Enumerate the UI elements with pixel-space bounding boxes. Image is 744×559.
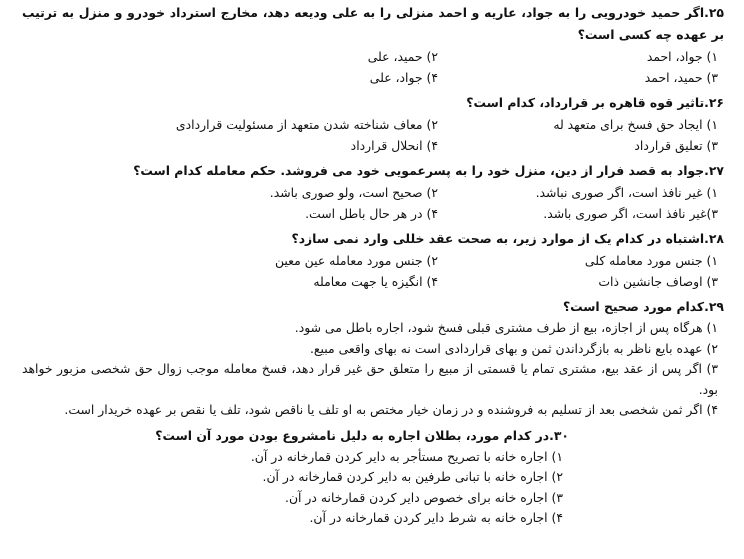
question-number: ۲۸. bbox=[704, 231, 724, 246]
question-number: ۲۵. bbox=[704, 5, 724, 20]
question-text: ۲۷.جواد به قصد فرار از دین، منزل خود را به پسرعمویی خود می فروشد. حکم معامله کدام است؟ bbox=[133, 163, 724, 178]
option-2[interactable]: ۲) حمید، علی bbox=[367, 49, 438, 64]
question-29 bbox=[22, 296, 724, 421]
option-2[interactable]: ۲) صحیح است، ولو صوری باشد. bbox=[269, 185, 438, 200]
option-1[interactable]: ۱) جواد، احمد bbox=[646, 49, 718, 64]
options-row bbox=[22, 114, 724, 135]
option-3[interactable]: ۳) اوصاف جانشین ذات bbox=[598, 274, 718, 289]
question-26 bbox=[22, 92, 724, 156]
option-1[interactable]: ۱) غیر نافذ است، اگر صوری نباشد. bbox=[535, 185, 718, 200]
option-3[interactable]: ۳) حمید، احمد bbox=[644, 70, 718, 85]
question-27 bbox=[22, 160, 724, 224]
options-row bbox=[22, 67, 724, 88]
question-text: ۳۰.در کدام مورد، بطلان اجاره به دلیل نامشروع بودن مورد آن است؟ bbox=[155, 427, 569, 443]
option-4[interactable]: ۴) در هر حال باطل است. bbox=[305, 206, 438, 221]
question-text: ۲۹.کدام مورد صحیح است؟ bbox=[562, 299, 724, 314]
options-row bbox=[22, 46, 724, 67]
option-1[interactable]: ۱) هرگاه پس از اجازه، بیع از طرف مشتری قبلی فسخ شود، اجاره باطل می شود. bbox=[294, 320, 718, 335]
option-3[interactable]: ۳) اجاره خانه برای خصوص دایر کردن قمارخانه در آن. bbox=[285, 489, 563, 505]
option-2[interactable]: ۲) اجاره خانه با تبانی طرفین به دایر کردن قمارخانه در آن. bbox=[262, 469, 563, 484]
option-3[interactable]: ۳)غیر نافذ است، اگر صوری باشد. bbox=[543, 206, 718, 221]
option-4[interactable]: ۴) انحلال قرارداد bbox=[350, 138, 438, 153]
option-2[interactable]: ۲) معاف شناخته شدن متعهد از مسئولیت قراردادی bbox=[175, 117, 438, 132]
question-28 bbox=[22, 228, 724, 292]
question-number: ۲۷. bbox=[704, 163, 724, 178]
option-1[interactable]: ۱) جنس مورد معامله کلی bbox=[584, 253, 718, 268]
option-4[interactable]: ۴) انگیزه یا جهت معامله bbox=[313, 274, 438, 289]
options-row bbox=[22, 271, 724, 292]
question-number: ۲۹. bbox=[704, 299, 724, 314]
option-1[interactable]: ۱) ایجاد حق فسخ برای متعهد له bbox=[553, 117, 718, 132]
question-text: ۲۶.تاثیر قوه قاهره بر قرارداد، کدام است؟ bbox=[466, 95, 724, 110]
question-number: ۲۶. bbox=[704, 95, 724, 110]
option-4[interactable]: ۴) اگر ثمن شخصی بعد از تسلیم به فروشنده و در زمان خیار مختص به او تلف یا ناقص شود، تلف یا نقص بر عهده خریدار است. bbox=[64, 402, 718, 417]
question-number: ۳۰. bbox=[549, 427, 569, 443]
question-25 bbox=[22, 2, 724, 88]
question-text: ۲۸.اشتباه در کدام یک از موارد زیر، به صحت عقد خللی وارد نمی سازد؟ bbox=[291, 231, 724, 246]
question-text: ۲۵.اگر حمید خودرویی را به جواد، عاریه و احمد منزلی را به علی ودیعه دهد، مخارج استرداد خودرو و منزل به ترتیب بر عهده چه کسی است؟ bbox=[22, 5, 724, 42]
option-3[interactable]: ۳) تعلیق قرارداد bbox=[634, 138, 718, 153]
option-3[interactable]: ۳) اگر پس از عقد بیع، مشتری تمام یا قسمتی از مبیع را متعلق حق غیر قرار دهد، فسخ معامله موجب زوال حق شخصی مزبور خواهد بود. bbox=[22, 361, 718, 397]
option-1[interactable]: ۱) اجاره خانه با تصریح مستأجر به دایر کردن قمارخانه در آن. bbox=[250, 448, 563, 464]
option-2[interactable]: ۲) عهده بایع ناظر به بازگرداندن ثمن و بهای قراردادی است نه بهای واقعی مبیع. bbox=[309, 340, 718, 356]
options-row bbox=[22, 182, 724, 203]
options-row bbox=[22, 135, 724, 156]
option-4[interactable]: ۴) جواد، علی bbox=[369, 70, 438, 85]
option-2[interactable]: ۲) جنس مورد معامله عین معین bbox=[274, 253, 438, 268]
question-30 bbox=[22, 425, 724, 529]
options-row bbox=[22, 250, 724, 271]
options-row bbox=[22, 203, 724, 224]
option-4[interactable]: ۴) اجاره خانه به شرط دایر کردن قمارخانه در آن. bbox=[309, 510, 563, 525]
